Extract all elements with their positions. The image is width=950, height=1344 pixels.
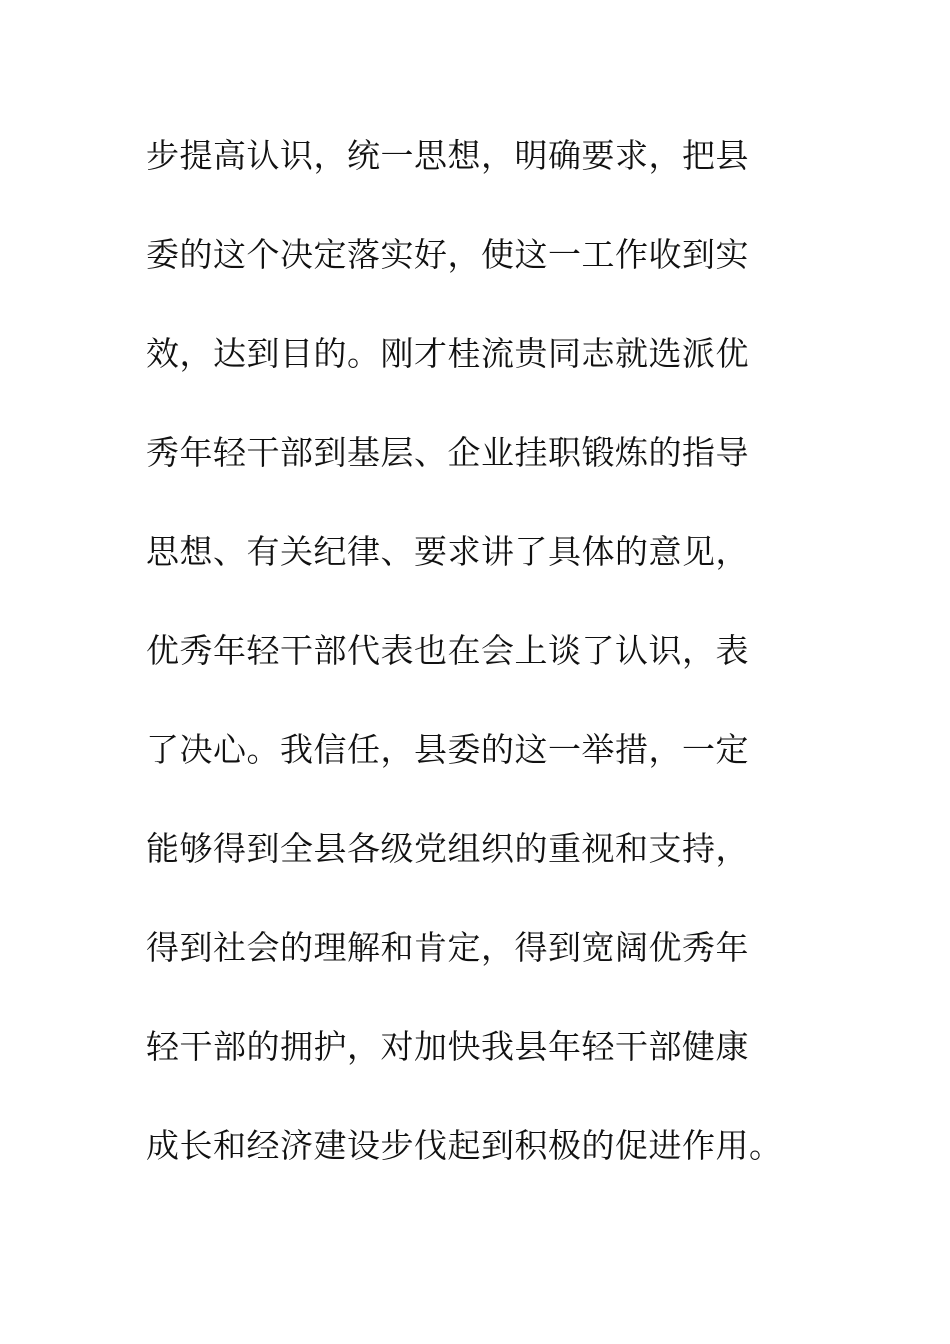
paragraph-line: 得到社会的理解和肯定，得到宽阔优秀年: [146, 928, 749, 967]
paragraph-line: 轻干部的拥护，对加快我县年轻干部健康: [146, 1027, 749, 1066]
paragraph-line: 了决心。我信任，县委的这一举措，一定: [146, 730, 749, 769]
paragraph-line: 成长和经济建设步伐起到积极的促进作用。: [146, 1126, 783, 1165]
paragraph-line: 效，达到目的。刚才桂流贵同志就选派优: [146, 334, 749, 373]
paragraph-line: 优秀年轻干部代表也在会上谈了认识，表: [146, 631, 749, 670]
paragraph-line: 委的这个决定落实好，使这一工作收到实: [146, 235, 749, 274]
paragraph-line: 步提高认识，统一思想，明确要求，把县: [146, 136, 749, 175]
paragraph-line: 能够得到全县各级党组织的重视和支持，: [146, 829, 749, 868]
body-paragraph: [146, 126, 846, 1215]
paragraph-line: 秀年轻干部到基层、企业挂职锻炼的指导: [146, 433, 749, 472]
paragraph-line: 思想、有关纪律、要求讲了具体的意见，: [146, 532, 749, 571]
